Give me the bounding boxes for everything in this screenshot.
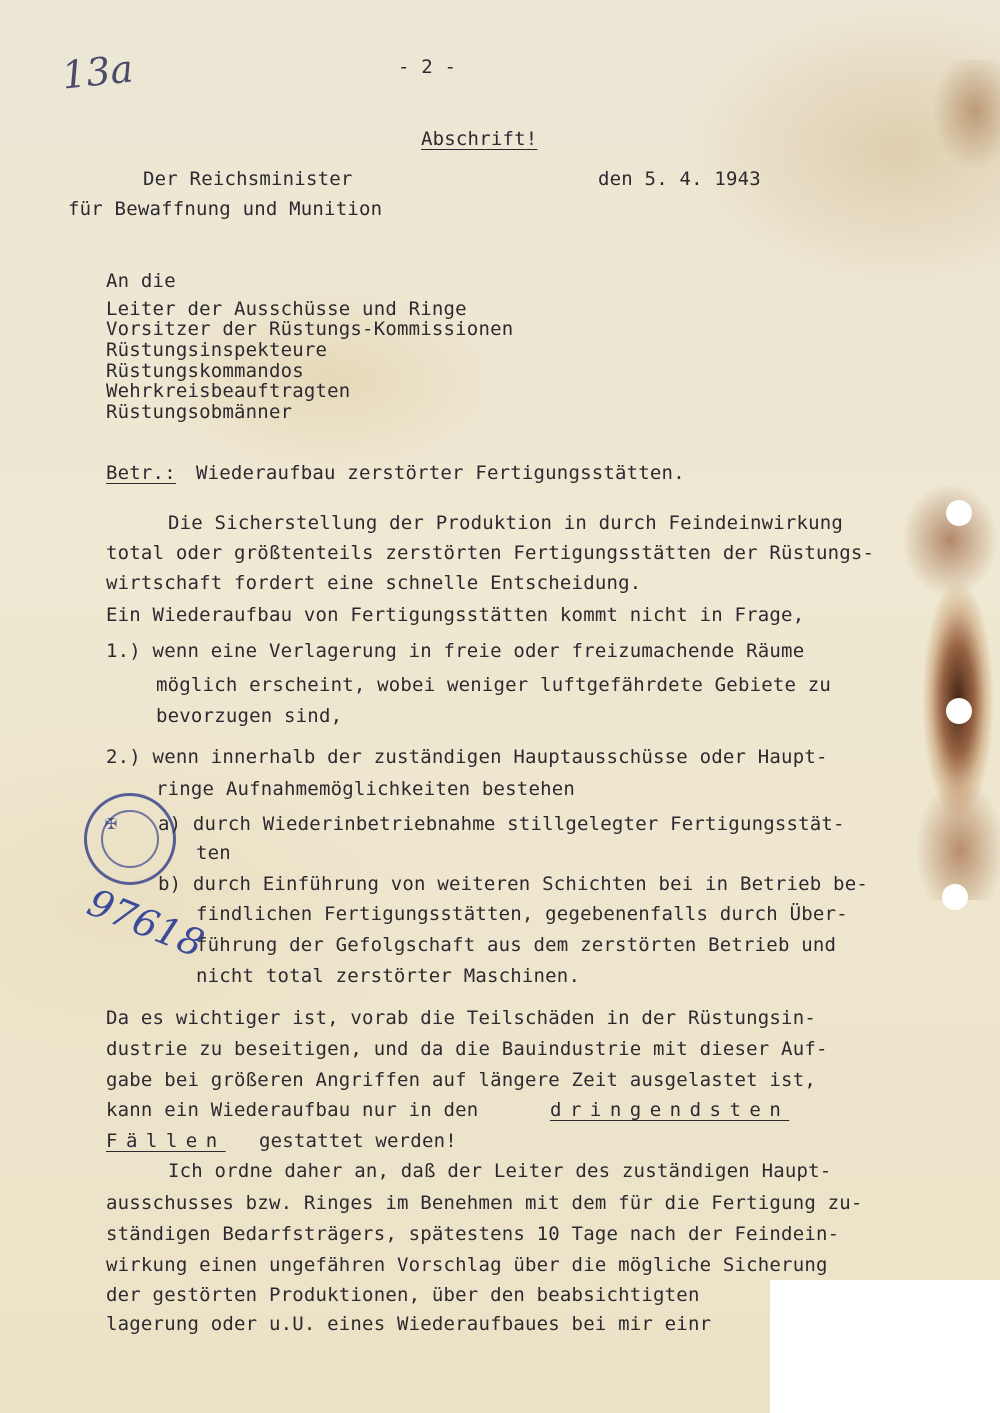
recipient-line: Leiter der Ausschüsse und Ringe <box>106 298 467 320</box>
page-number: - 2 - <box>398 56 457 78</box>
list-item-2b-cont: führung der Gefolgschaft aus dem zerstörten Betrieb und <box>196 934 837 956</box>
body-line: gestattet werden! <box>259 1130 457 1152</box>
eagle-icon: ✠ <box>105 810 118 834</box>
recipients-intro: An die <box>106 270 176 292</box>
list-item-2b-cont: nicht total zerstörter Maschinen. <box>196 965 581 987</box>
list-item-2a: a) durch Wiederinbetriebnahme stillgelegter Fertigungsstät- <box>158 813 845 835</box>
folio-mark: 13a <box>59 46 136 98</box>
letter-date: den 5. 4. 1943 <box>598 168 761 190</box>
body-line: Ein Wiederaufbau von Fertigungsstätten kommt nicht in Frage, <box>106 604 805 626</box>
torn-corner <box>770 1280 1000 1413</box>
list-item-1-cont: möglich erscheint, wobei weniger luftgefährdete Gebiete zu <box>156 674 832 696</box>
list-item-1: 1.) wenn eine Verlagerung in freie oder freizumachende Räume <box>106 640 805 662</box>
subject-text: Wiederaufbau zerstörter Fertigungsstätten. <box>196 462 685 484</box>
body-line: kann ein Wiederaufbau nur in den <box>106 1099 479 1121</box>
emphasis-faellen: Fällen <box>106 1130 226 1152</box>
body-line: Da es wichtiger ist, vorab die Teilschäden in der Rüstungsin- <box>106 1007 816 1029</box>
recipient-line: Rüstungsobmänner <box>106 401 293 423</box>
list-item-2a-cont: ten <box>196 842 231 864</box>
body-line: ausschusses bzw. Ringes im Benehmen mit dem für die Fertigung zu- <box>106 1192 863 1214</box>
punch-hole <box>946 698 972 724</box>
list-item-1-cont: bevorzugen sind, <box>156 705 343 727</box>
punch-hole <box>942 884 968 910</box>
body-line: wirkung einen ungefähren Vorschlag über die mögliche Sicherung <box>106 1254 828 1276</box>
emphasis-dringendsten: dringendsten <box>550 1099 790 1121</box>
sender-line2: für Bewaffnung und Munition <box>68 198 383 220</box>
subject-label: Betr.: <box>106 462 176 484</box>
recipient-line: Rüstungskommandos <box>106 360 304 382</box>
copy-header: Abschrift! <box>421 128 538 150</box>
list-item-2b: b) durch Einführung von weiteren Schichten bei in Betrieb be- <box>158 873 868 895</box>
body-line: gabe bei größeren Angriffen auf längere Zeit ausgelastet ist, <box>106 1069 816 1091</box>
body-line: dustrie zu beseitigen, und da die Bauindustrie mit dieser Auf- <box>106 1038 828 1060</box>
recipient-line: Wehrkreisbeauftragten <box>106 380 351 402</box>
stain <box>900 60 1000 220</box>
body-line: wirtschaft fordert eine schnelle Entscheidung. <box>106 572 642 594</box>
list-item-2b-cont: findlichen Fertigungsstätten, gegebenenfalls durch Über- <box>196 903 848 925</box>
body-line: Die Sicherstellung der Produktion in durch Feindeinwirkung <box>168 512 844 534</box>
list-item-2: 2.) wenn innerhalb der zuständigen Hauptausschüsse oder Haupt- <box>106 746 828 768</box>
list-item-2-cont: ringe Aufnahmemöglichkeiten bestehen <box>156 778 576 800</box>
body-line: lagerung oder u.U. eines Wiederaufbaues bei mir einr <box>106 1313 712 1335</box>
inventory-number: 97618 <box>81 880 211 967</box>
body-line: Ich ordne daher an, daß der Leiter des zuständigen Haupt- <box>168 1160 832 1182</box>
body-line: ständigen Bedarfsträgers, spätestens 10 Tage nach der Feindein- <box>106 1223 840 1245</box>
punch-hole <box>946 500 972 526</box>
archive-stamp <box>84 793 176 885</box>
body-line: total oder größtenteils zerstörten Fertigungsstätten der Rüstungs- <box>106 542 875 564</box>
recipient-line: Rüstungsinspekteure <box>106 339 328 361</box>
body-line: der gestörten Produktionen, über den beabsichtigten <box>106 1284 700 1306</box>
recipient-line: Vorsitzer der Rüstungs-Kommissionen <box>106 318 514 340</box>
burn-mark <box>880 470 1000 900</box>
sender-line1: Der Reichsminister <box>143 168 353 190</box>
